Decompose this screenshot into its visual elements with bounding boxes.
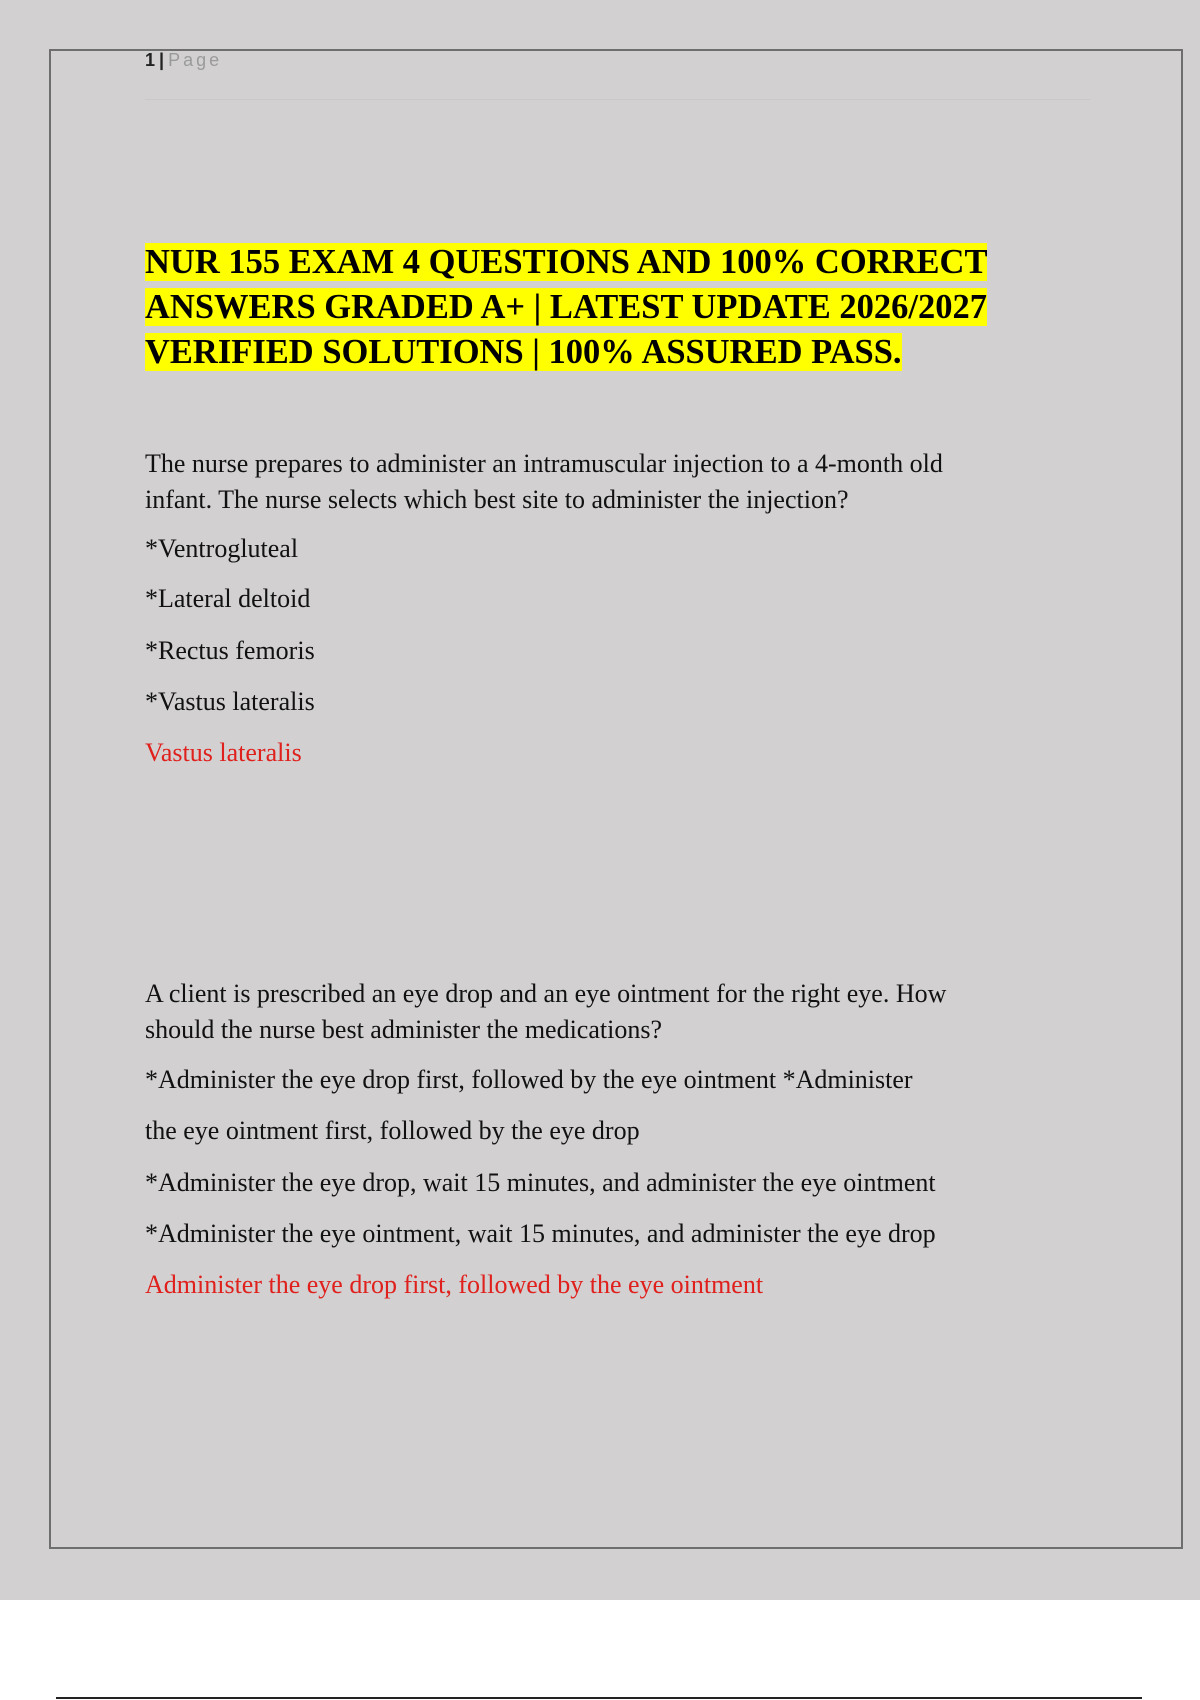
question-line: The nurse prepares to administer an intramuscular injection to a 4-month old: [145, 449, 943, 478]
page-separator: |: [159, 50, 166, 70]
page-label: Page: [168, 50, 223, 70]
question-1-answer: Vastus lateralis: [145, 738, 302, 767]
document-title: [145, 240, 1045, 375]
question-2-option: *Administer the eye drop first, followed by the eye ointment *Administer: [145, 1065, 913, 1094]
next-page-top-rule: [56, 1697, 1142, 1699]
question-line: A client is prescribed an eye drop and an eye ointment for the right eye. How: [145, 979, 947, 1008]
title-line: ANSWERS GRADED A+ | LATEST UPDATE 2026/2027: [145, 288, 987, 326]
question-2-option: the eye ointment first, followed by the eye drop: [145, 1116, 640, 1145]
question-2-answer: Administer the eye drop first, followed by the eye ointment: [145, 1270, 764, 1299]
question-1-option: *Vastus lateralis: [145, 687, 315, 716]
question-2-option: *Administer the eye ointment, wait 15 minutes, and administer the eye drop: [145, 1219, 936, 1248]
question-1-option: *Lateral deltoid: [145, 584, 311, 613]
question-1-text: [145, 446, 943, 518]
question-2-text: [145, 976, 946, 1048]
page-header: [145, 50, 222, 71]
header-divider: [145, 99, 1090, 100]
question-1-option: *Ventrogluteal: [145, 534, 299, 563]
title-line: VERIFIED SOLUTIONS | 100% ASSURED PASS.: [145, 333, 902, 371]
title-line: NUR 155 EXAM 4 QUESTIONS AND 100% CORRECT: [145, 243, 988, 281]
page-number: 1: [145, 50, 157, 70]
question-line: infant. The nurse selects which best site to administer the injection?: [145, 485, 849, 514]
question-1-option: *Rectus femoris: [145, 636, 315, 665]
question-line: should the nurse best administer the medications?: [145, 1015, 662, 1044]
question-2-option: *Administer the eye drop, wait 15 minutes, and administer the eye ointment: [145, 1168, 936, 1197]
